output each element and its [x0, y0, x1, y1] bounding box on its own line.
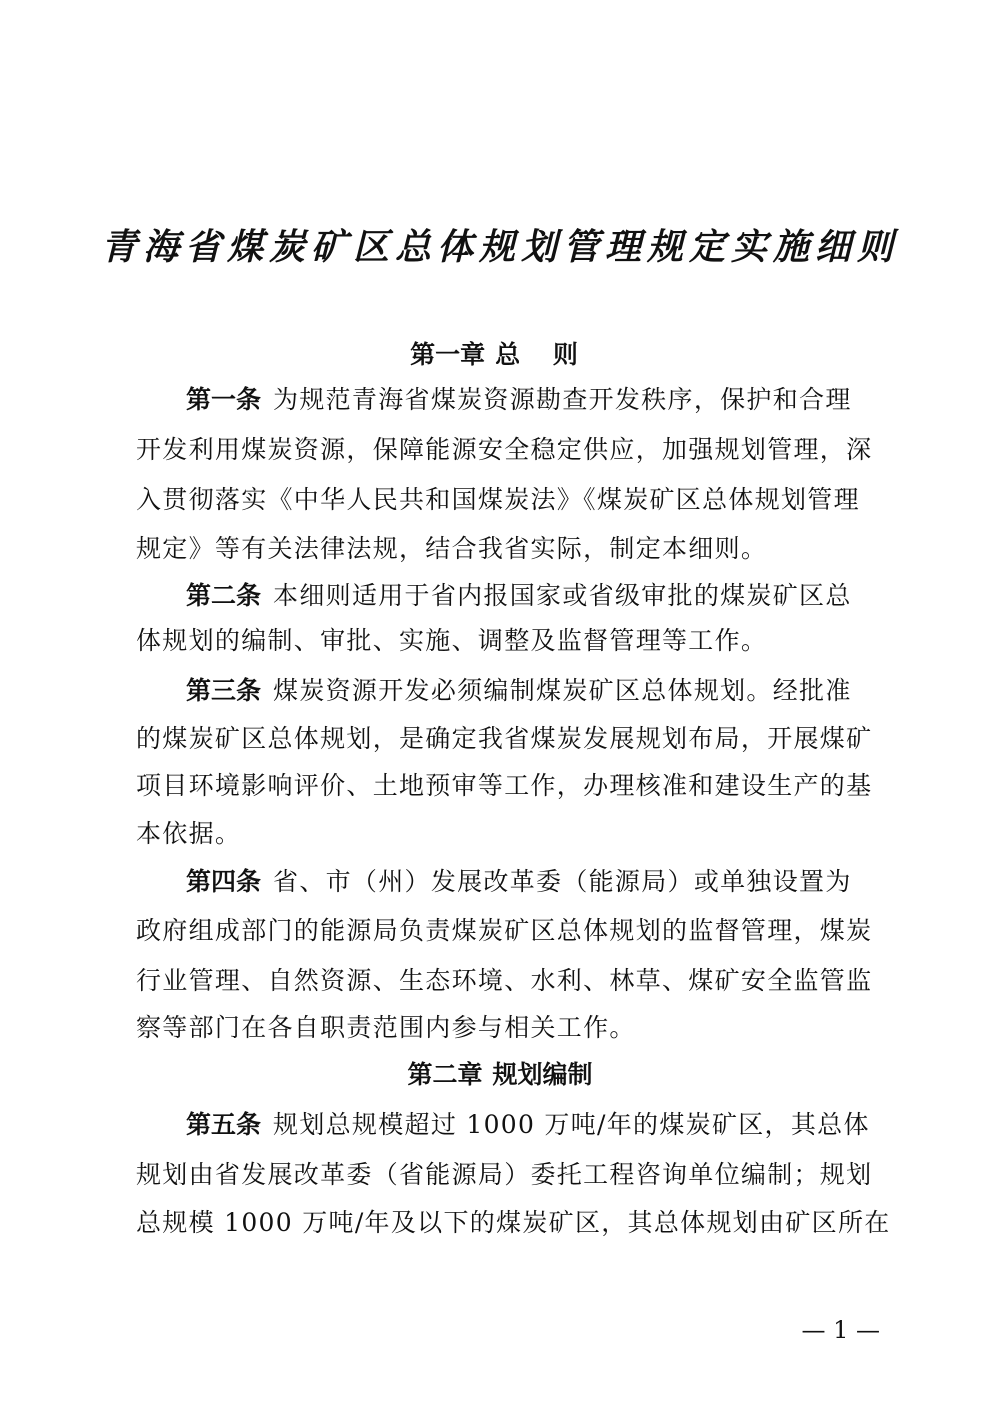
article-4-number: 第四条 — [186, 867, 262, 896]
article-2-line-2: 体规划的编制、审批、实施、调整及监督管理等工作。 — [136, 626, 768, 655]
page-number: — 1 — — [801, 1316, 880, 1344]
chapter-1-name: 总 则 — [495, 340, 590, 369]
article-3-line-2: 的煤炭矿区总体规划，是确定我省煤炭发展规划布局，开展煤矿 — [136, 724, 873, 753]
article-5-line-3: 总规模 1000 万吨/年及以下的煤炭矿区，其总体规划由矿区所在 — [136, 1208, 891, 1237]
article-1-line-4: 规定》等有关法律法规，结合我省实际，制定本细则。 — [136, 534, 768, 563]
article-2-line-1 — [186, 576, 876, 616]
article-4-line-4: 察等部门在各自职责范围内参与相关工作。 — [136, 1013, 636, 1042]
article-3-line-4: 本依据。 — [136, 819, 242, 848]
article-3-number: 第三条 — [186, 676, 262, 705]
article-4-text: 省、市（州）发展改革委（能源局）或单独设置为 — [273, 867, 852, 896]
article-3-line-3: 项目环境影响评价、土地预审等工作，办理核准和建设生产的基 — [136, 771, 873, 800]
chapter-1-heading — [0, 335, 1000, 375]
chapter-1-number: 第一章 — [410, 340, 486, 369]
article-5-line-2: 规划由省发展改革委（省能源局）委托工程咨询单位编制；规划 — [136, 1160, 873, 1189]
article-1-line-3: 入贯彻落实《中华人民共和国煤炭法》《煤炭矿区总体规划管理 — [136, 485, 860, 514]
article-5-number: 第五条 — [186, 1110, 262, 1139]
chapter-2-number: 第二章 — [407, 1060, 483, 1089]
article-1-line-2: 开发利用煤炭资源，保障能源安全稳定供应，加强规划管理，深 — [136, 435, 873, 464]
article-5-line-1 — [186, 1105, 876, 1145]
article-1-text: 为规范青海省煤炭资源勘查开发秩序，保护和合理 — [273, 385, 852, 414]
article-4-line-3: 行业管理、自然资源、生态环境、水利、林草、煤矿安全监管监 — [136, 966, 873, 995]
article-5-text: 规划总规模超过 1000 万吨/年的煤炭矿区，其总体 — [273, 1110, 870, 1139]
article-3-text: 煤炭资源开发必须编制煤炭矿区总体规划。经批准 — [273, 676, 852, 705]
article-1-line-1 — [186, 380, 876, 420]
chapter-2-heading — [0, 1055, 1000, 1095]
article-3-line-1 — [186, 671, 876, 711]
article-4-line-2: 政府组成部门的能源局负责煤炭矿区总体规划的监督管理，煤炭 — [136, 916, 873, 945]
document-title: 青海省煤炭矿区总体规划管理规定实施细则 — [100, 226, 899, 268]
article-4-line-1 — [186, 862, 876, 902]
article-1-number: 第一条 — [186, 385, 262, 414]
article-2-text: 本细则适用于省内报国家或省级审批的煤炭矿区总 — [273, 581, 852, 610]
article-2-number: 第二条 — [186, 581, 262, 610]
chapter-2-name: 规划编制 — [492, 1060, 593, 1089]
